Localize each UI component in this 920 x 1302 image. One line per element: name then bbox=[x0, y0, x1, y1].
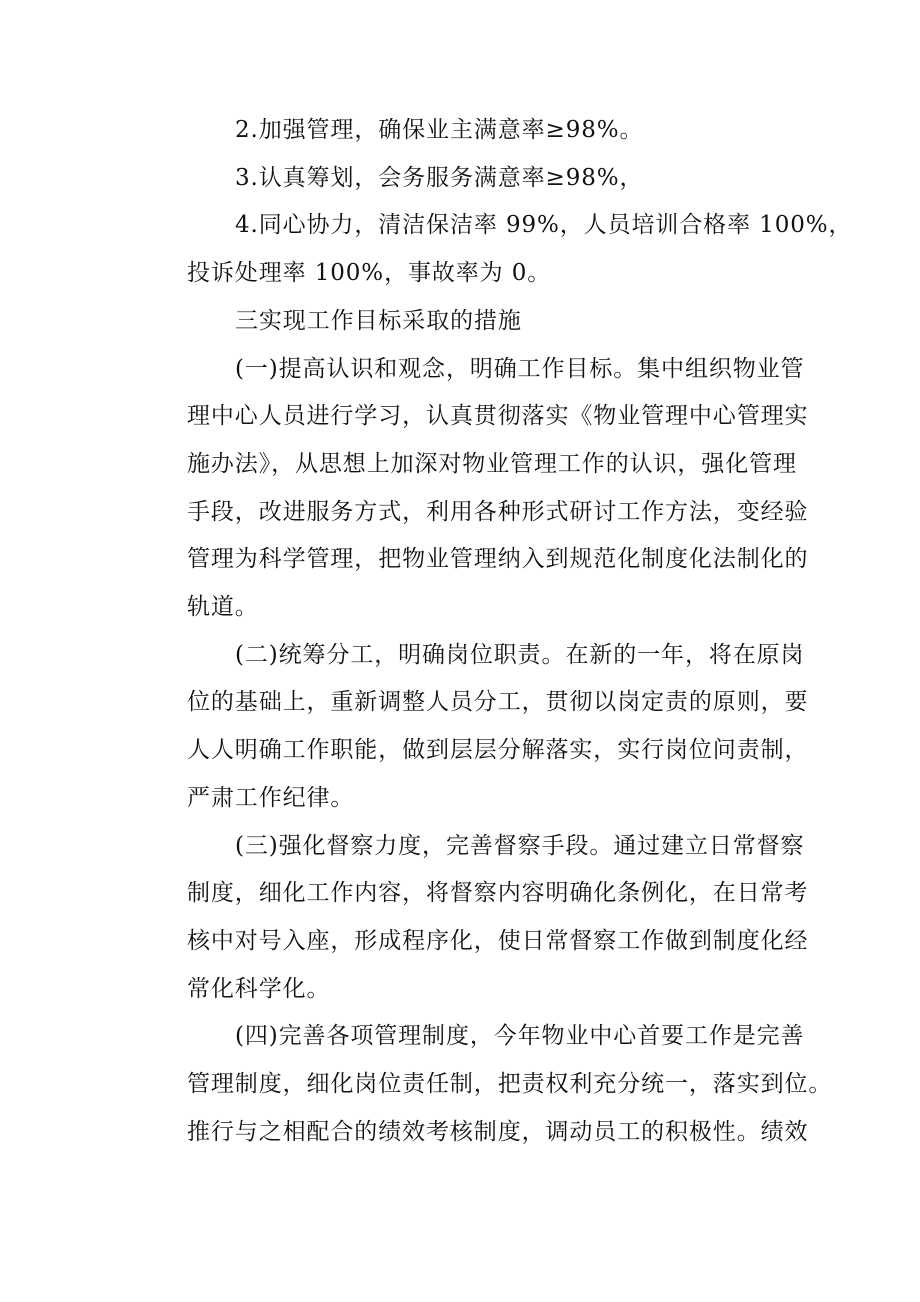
section-heading bbox=[139, 298, 784, 346]
goal-2-paragraph bbox=[139, 107, 784, 155]
text-line: 管理制度，细化岗位责任制，把责权利充分统一，落实到位。 bbox=[187, 1071, 833, 1098]
text-line: 严肃工作纪律。 bbox=[187, 784, 355, 811]
text-line: 常化科学化。 bbox=[187, 975, 331, 1002]
measure-1-paragraph bbox=[139, 346, 809, 632]
text-line: (四)完善各项管理制度，今年物业中心首要工作是完善 bbox=[235, 1023, 805, 1050]
text-line: 人人明确工作职能，做到层层分解落实，实行岗位问责制， bbox=[187, 737, 809, 764]
goal-4-paragraph bbox=[139, 202, 853, 297]
text-line: 位的基础上，重新调整人员分工，贯彻以岗定责的原则，要 bbox=[187, 689, 809, 716]
text-line: 三实现工作目标采取的措施 bbox=[235, 307, 522, 334]
text-line: (一)提高认识和观念，明确工作目标。集中组织物业管 bbox=[235, 355, 805, 382]
document-body bbox=[139, 107, 853, 1156]
text-line: 核中对号入座，形成程序化，使日常督察工作做到制度化经 bbox=[187, 927, 809, 954]
text-line: 理中心人员进行学习，认真贯彻落实《物业管理中心管理实 bbox=[187, 403, 809, 430]
text-line: 轨道。 bbox=[187, 594, 259, 621]
goal-3-paragraph bbox=[139, 155, 784, 203]
text-line: 3.认真筹划，会务服务满意率≥98%， bbox=[235, 164, 644, 191]
measure-4-paragraph bbox=[139, 1013, 833, 1156]
text-line: 手段，改进服务方式，利用各种形式研讨工作方法，变经验 bbox=[187, 498, 809, 525]
text-line: 推行与之相配合的绩效考核制度，调动员工的积极性。绩效 bbox=[187, 1118, 809, 1145]
measure-2-paragraph bbox=[139, 632, 809, 823]
text-line: 2.加强管理，确保业主满意率≥98%。 bbox=[235, 117, 644, 143]
measure-3-paragraph bbox=[139, 823, 809, 1014]
text-line: 4.同心协力，清洁保洁率 99%，人员培训合格率 100%， bbox=[235, 212, 853, 239]
text-line: 制度，细化工作内容，将督察内容明确化条例化，在日常考 bbox=[187, 880, 809, 907]
text-line: (二)统筹分工，明确岗位职责。在新的一年，将在原岗 bbox=[235, 641, 805, 668]
text-line: 投诉处理率 100%，事故率为 0。 bbox=[187, 260, 552, 287]
text-line: (三)强化督察力度，完善督察手段。通过建立日常督察 bbox=[235, 832, 805, 859]
text-line: 管理为科学管理，把物业管理纳入到规范化制度化法制化的 bbox=[187, 546, 809, 573]
text-line: 施办法》，从思想上加深对物业管理工作的认识，强化管理 bbox=[187, 450, 797, 477]
